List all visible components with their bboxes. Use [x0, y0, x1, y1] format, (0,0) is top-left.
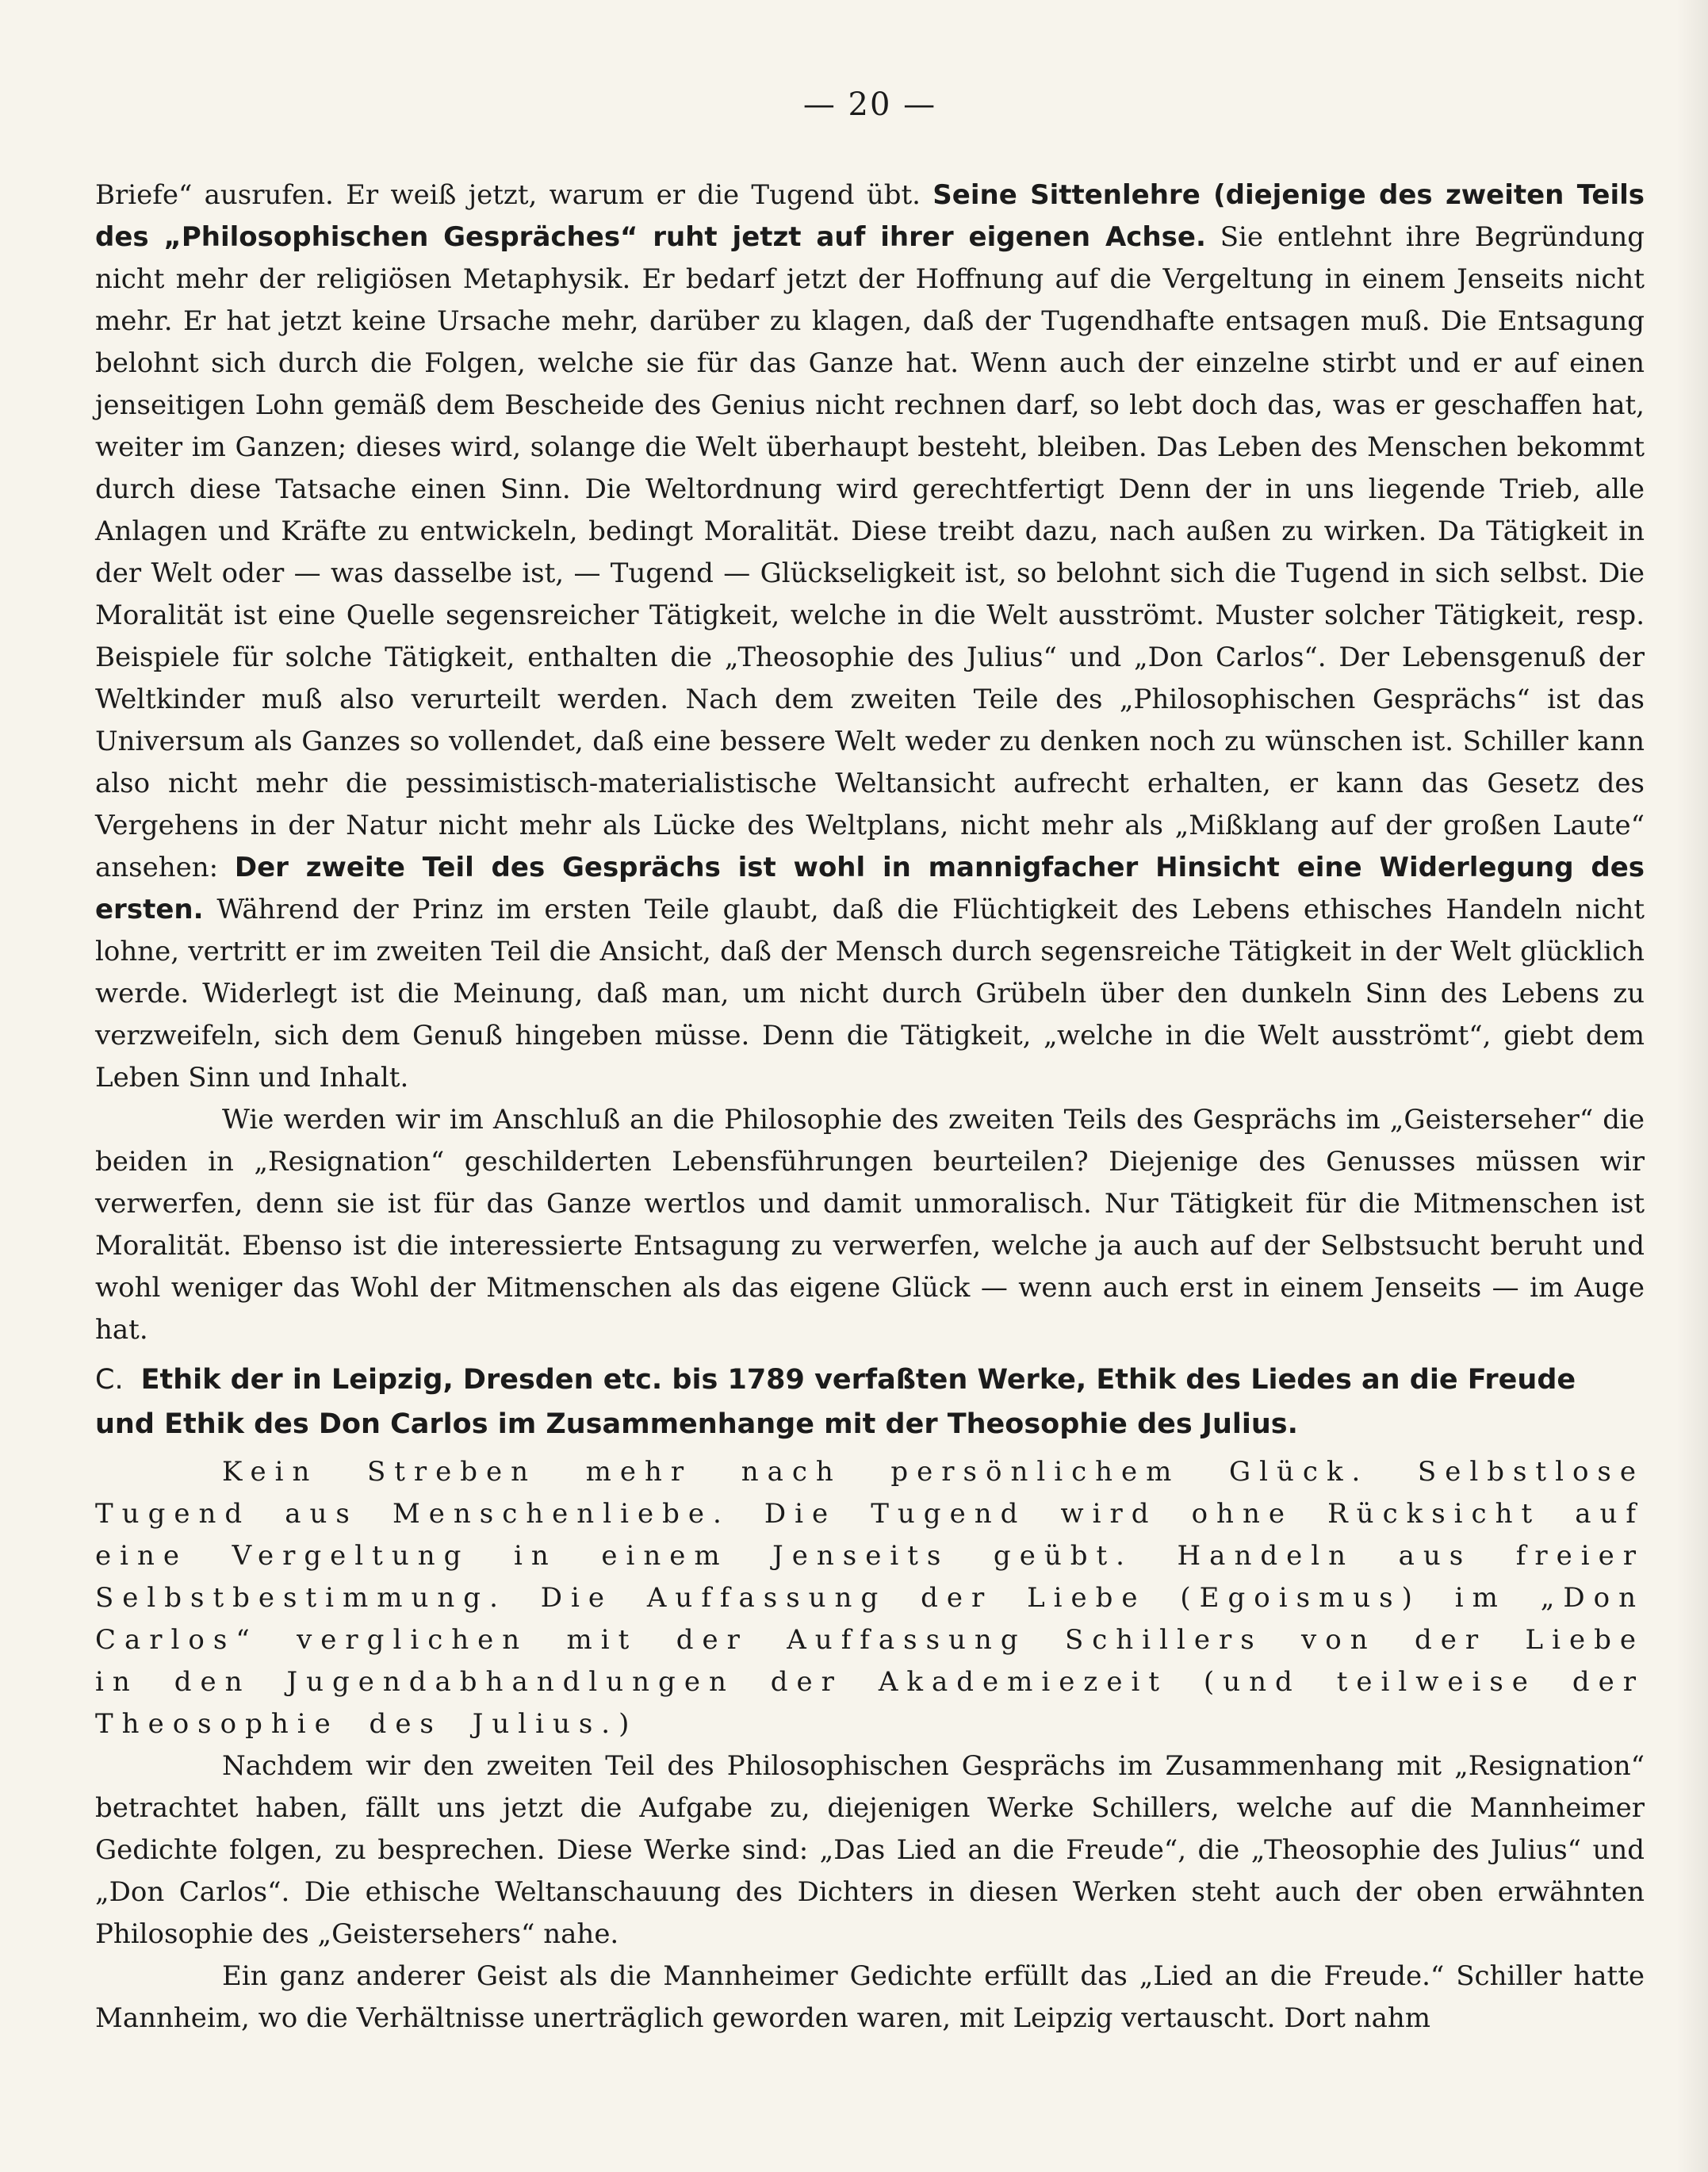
- paragraph-1: [95, 174, 1645, 1099]
- section-title: Ethik der in Leipzig, Dresden etc. bis 1789 verfaßten Werke, Ethik des Liedes an die Freude und Ethik des Don Carlos im Zusammenhange mit der Theosophie des Julius.: [95, 1364, 1576, 1440]
- section-heading: [95, 1358, 1645, 1446]
- paragraph-1-text-2: Sie entlehnt ihre Begründung nicht mehr der religiösen Metaphysik. Er bedarf jetzt der Hoffnung auf die Vergeltung in einem Jenseits nicht mehr. Er hat jetzt keine Ursache mehr, darüber zu klagen, daß der Tugendhafte entsagen muß. Die Entsagung belohnt sich durch die Folgen, welche sie für das Ganze hat. Wenn auch der einzelne stirbt und er auf einen jenseitigen Lohn gemäß dem Bescheide des Genius nicht rechnen darf, so lebt doch das, was er geschaffen hat, weiter im Ganzen; dieses wird, solange die Welt überhaupt besteht, bleiben. Das Leben des Menschen bekommt durch diese Tatsache einen Sinn. Die Weltordnung wird gerechtfertigt Denn der in uns liegende Trieb, alle Anlagen und Kräfte zu entwickeln, bedingt Moralität. Diese treibt dazu, nach außen zu wirken. Da Tätigkeit in der Welt oder — was dasselbe ist, — Tugend — Glückseligkeit ist, so belohnt sich die Tugend in sich selbst. Die Moralität ist eine Quelle segensreicher Tätigkeit, welche in die Welt ausströmt. Muster solcher Tätigkeit, resp. Beispiele für solche Tätigkeit, enthalten die „Theosophie des Julius“ und „Don Carlos“. Der Lebensgenuß der Weltkinder muß also verurteilt werden. Nach dem zweiten Teile des „Philosophischen Gesprächs“ ist das Universum als Ganzes so vollendet, daß eine bessere Welt weder zu denken noch zu wünschen ist. Schiller kann also nicht mehr die pessimistisch-materialistische Weltansicht aufrecht erhalten, er kann das Gesetz des Vergehens in der Natur nicht mehr als Lücke des Weltplans, nicht mehr als „Mißklang auf der großen Laute“ ansehen:: [95, 221, 1645, 883]
- paragraph-1-bold-1: Seine Sittenlehre (diejenige des zweiten Teils des „Philosophischen Gespräches“ ruht jetzt auf ihrer eigenen Achse.: [95, 179, 1645, 253]
- section-summary: Kein Streben mehr nach persönlichem Glück. Selbstlose Tugend aus Menschenliebe. Die Tugend wird ohne Rücksicht auf eine Vergeltung in einem Jenseits geübt. Handeln aus freier Selbstbestimmung. Die Auffassung der Liebe (Egoismus) im „Don Carlos“ verglichen mit der Auffassung Schillers von der Liebe in den Jugendabhandlungen der Akademiezeit (und teilweise der Theosophie des Julius.): [95, 1456, 1645, 1740]
- paragraph-1-text-1: Briefe“ ausrufen. Er weiß jetzt, warum er die Tugend übt.: [95, 179, 921, 211]
- page-number: — 20 —: [802, 86, 937, 123]
- paragraph-1-bold-2: Der zweite Teil des Gesprächs ist wohl in mannigfacher Hinsicht eine Widerlegung des ersten.: [95, 852, 1645, 925]
- section-label: C.: [95, 1364, 124, 1396]
- paragraph-2: Wie werden wir im Anschluß an die Philosophie des zweiten Teils des Gesprächs im „Geisterseher“ die beiden in „Resignation“ geschilderten Lebensführungen beurteilen? Diejenige des Genusses müssen wir verwerfen, denn sie ist für das Ganze wertlos und damit unmoralisch. Nur Tätigkeit für die Mitmenschen ist Moralität. Ebenso ist die interessierte Entsagung zu verwerfen, welche ja auch auf der Selbstsucht beruht und wohl weniger das Wohl der Mitmenschen als das eigene Glück — wenn auch erst in einem Jenseits — im Auge hat.: [95, 1104, 1645, 1346]
- body-text: [95, 174, 1645, 2040]
- paragraph-4: Ein ganz anderer Geist als die Mannheimer Gedichte erfüllt das „Lied an die Freude.“ Schiller hatte Mannheim, wo die Verhältnisse unerträglich geworden waren, mit Leipzig vertauscht. Dort nahm: [95, 1960, 1645, 2034]
- paragraph-1-text-3: Während der Prinz im ersten Teile glaubt, daß die Flüchtigkeit des Lebens ethisches Handeln nicht lohne, vertritt er im zweiten Teil die Ansicht, daß der Mensch durch segensreiche Tätigkeit in der Welt glücklich werde. Widerlegt ist die Meinung, daß man, um nicht durch Grübeln über den dunkeln Sinn des Lebens zu verzweifeln, sich dem Genuß hingeben müsse. Denn die Tätigkeit, „welche in die Welt ausströmt“, giebt dem Leben Sinn und Inhalt.: [95, 894, 1645, 1094]
- paragraph-3: Nachdem wir den zweiten Teil des Philosophischen Gesprächs im Zusammenhang mit „Resignation“ betrachtet haben, fällt uns jetzt die Aufgabe zu, diejenigen Werke Schillers, welche auf die Mannheimer Gedichte folgen, zu besprechen. Diese Werke sind: „Das Lied an die Freude“, die „Theosophie des Julius“ und „Don Carlos“. Die ethische Weltanschauung des Dichters in diesen Werken steht auch der oben erwähnten Philosophie des „Geistersehers“ nahe.: [95, 1750, 1645, 1950]
